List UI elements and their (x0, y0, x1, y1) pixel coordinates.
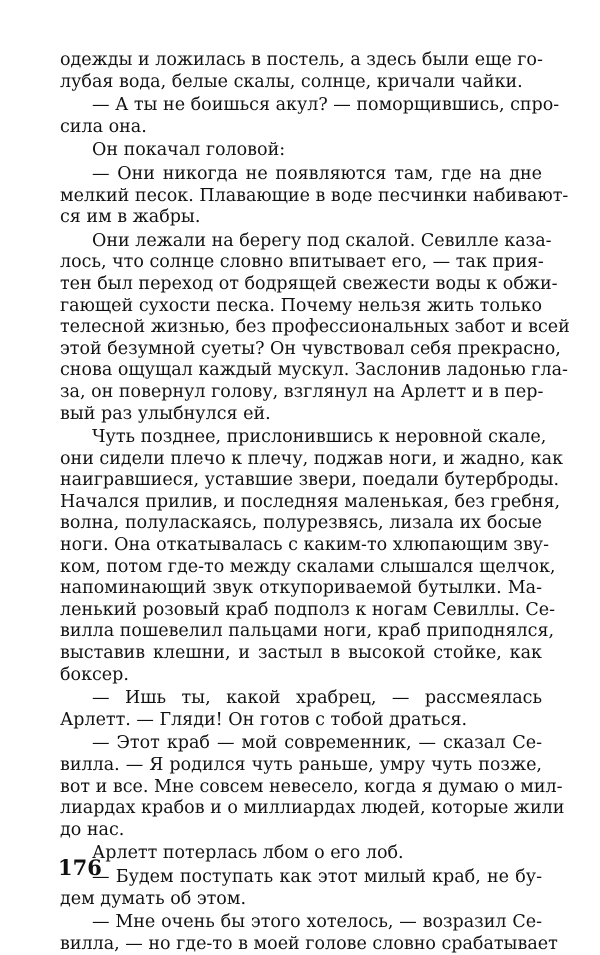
text-line: Чуть позднее, прислонившись к неровной скале, (92, 427, 547, 448)
text-line: Начался прилив, и последняя маленькая, без гребня, (60, 491, 561, 512)
text-line: наигравшиеся, уставшие звери, поедали бутерброды. (60, 470, 560, 491)
text-line: — Они никогда не появляются там, где на дне (92, 163, 542, 184)
text-line: волна, полуласкаясь, полурезвясь, лизала их босые (60, 513, 542, 534)
text-line: — А ты не боишься акул? — поморщившись, спро- (92, 95, 560, 116)
text-line: сила она. (60, 116, 147, 137)
text-line: вый раз улыбнулся ей. (60, 403, 271, 424)
text-line: ком, потом где-то между скалами слышался щелчок, (60, 556, 556, 577)
text-line: телесной жизнью, без профессиональных забот и всей (60, 317, 570, 338)
text-line: напоминающий звук откупориваемой бутылки. Ма- (60, 578, 542, 599)
text-line: — Будем поступать как этот милый краб, не бу- (92, 866, 542, 887)
text-line: гающей сухости песка. Почему нельзя жить только (60, 295, 542, 316)
text-line: ленький розовый краб подполз к ногам Севиллы. Се- (60, 599, 556, 620)
text-line: — Мне очень бы этого хотелось, — возразил Се- (92, 912, 542, 933)
text-line: снова ощущал каждый мускул. Заслонив ладонью гла- (60, 360, 568, 381)
text-line: мелкий песок. Плавающие в воде песчинки набивают- (60, 185, 569, 206)
text-line: лиардах крабов и о миллиардах людей, которые жили (60, 798, 565, 819)
text-line: — Ишь ты, какой храбрец, — рассмеялась (92, 688, 542, 709)
text-line: за, он повернул голову, взглянул на Арлетт и в пер- (60, 381, 544, 402)
text-line: вилла, — но где-то в моей голове словно срабатывает (60, 933, 558, 954)
text-line: они сидели плечо к плечу, поджав ноги, и жадно, как (60, 448, 564, 469)
text-line: вот и все. Мне совсем невесело, когда я думаю о мил- (60, 776, 563, 797)
text-line: Арлетт. — Гляди! Он готов с тобой драться. (60, 709, 468, 730)
text-line: Он покачал головой: (92, 140, 286, 161)
body-text (60, 50, 570, 955)
text-line: выставив клешни, и застыл в высокой стойке, как (60, 643, 542, 664)
text-line: вилла пошевелил пальцами ноги, краб приподнялся, (60, 621, 555, 642)
text-line: Они лежали на берегу под скалой. Севилле каза- (92, 230, 552, 251)
page-number: 176 (58, 855, 102, 880)
text-line: Арлетт потерлась лбом о его лоб. (92, 843, 404, 864)
text-line: ся им в жабры. (60, 207, 201, 228)
text-line: до нас. (60, 819, 125, 840)
text-line: — Этот краб — мой современник, — сказал Се- (92, 733, 542, 754)
text-line: лось, что солнце словно впитывает его, — так прия- (60, 252, 544, 273)
text-line: тен был переход от бодрящей свежести воды к обжи- (60, 273, 558, 294)
text-line: ноги. Она откатывалась с каким-то хлюпающим зву- (60, 535, 550, 556)
text-line: лубая вода, белые скалы, солнце, кричали чайки. (60, 71, 523, 92)
text-line: дем думать об этом. (60, 888, 247, 909)
text-line: вилла. — Я родился чуть раньше, умру чуть позже, (60, 755, 542, 775)
text-line: одежды и ложилась в постель, а здесь были еще го- (60, 50, 543, 70)
text-line: этой безумной суеты? Он чувствовал себя прекрасно, (60, 338, 561, 359)
text-line: боксер. (60, 664, 129, 685)
